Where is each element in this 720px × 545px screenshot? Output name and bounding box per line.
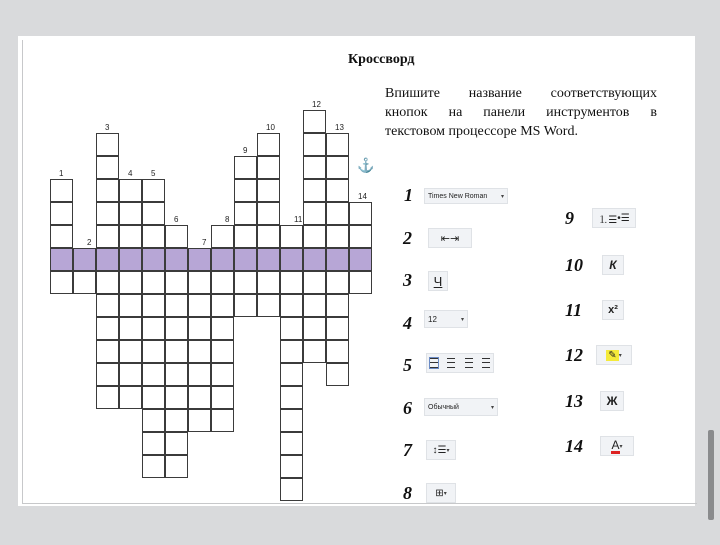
clue-number: 8 [225, 215, 230, 224]
numbered-list-icon: ⒈☰ [598, 214, 618, 226]
crossword-cell [165, 225, 188, 248]
clue-number: 5 [151, 169, 156, 178]
key-number-5: 5 [403, 355, 412, 375]
key-number-3: 3 [403, 270, 412, 290]
crossword-cell [211, 409, 234, 432]
crossword-cell [257, 225, 280, 248]
crossword-cell [50, 179, 73, 202]
crossword-cell [303, 133, 326, 156]
crossword-cell [280, 455, 303, 478]
crossword-cell [280, 409, 303, 432]
crossword-cell [142, 248, 165, 271]
crossword-cell [257, 179, 280, 202]
crossword-cell [119, 225, 142, 248]
crossword-cell [303, 110, 326, 133]
crossword-cell [142, 363, 165, 386]
bulleted-list-icon: •☰ [617, 212, 630, 224]
crossword-cell [280, 271, 303, 294]
crossword-cell [142, 455, 165, 478]
align-left-icon [430, 358, 438, 368]
crossword-cell [165, 455, 188, 478]
font-name-dropdown[interactable] [424, 188, 508, 204]
crossword-cell [188, 294, 211, 317]
crossword-cell [326, 225, 349, 248]
crossword-cell [96, 340, 119, 363]
crossword-cell [303, 271, 326, 294]
crossword-cell [142, 202, 165, 225]
instructions-line: текстовом процессоре MS Word. [385, 124, 578, 139]
crossword-cell [142, 317, 165, 340]
crossword-cell [188, 363, 211, 386]
crossword-cell [96, 179, 119, 202]
clue-number: 6 [174, 215, 179, 224]
crossword-cell [326, 202, 349, 225]
crossword-cell [142, 271, 165, 294]
style-dropdown[interactable] [424, 398, 498, 416]
font-name-value: Times New Roman [428, 192, 488, 200]
borders-button[interactable] [426, 483, 456, 503]
crossword-cell [211, 225, 234, 248]
crossword-cell [165, 294, 188, 317]
page-title: Кроссворд [348, 52, 415, 67]
key-number-10: 10 [565, 255, 583, 275]
crossword-cell [211, 248, 234, 271]
highlight-button[interactable] [596, 345, 632, 365]
key-number-11: 11 [565, 300, 583, 320]
crossword-cell [73, 271, 96, 294]
key-number-13: 13 [565, 391, 583, 411]
crossword-cell [234, 271, 257, 294]
crossword-cell [50, 202, 73, 225]
crossword-cell [280, 363, 303, 386]
crossword-cell [119, 271, 142, 294]
key-number-1: 1 [404, 185, 413, 205]
crossword-cell [119, 202, 142, 225]
crossword-cell [257, 248, 280, 271]
crossword-cell [349, 202, 372, 225]
crossword-cell [257, 156, 280, 179]
key-number-8: 8 [403, 483, 412, 503]
crossword-cell [326, 271, 349, 294]
crossword-cell [119, 386, 142, 409]
clue-number: 12 [312, 100, 321, 109]
key-number-4: 4 [403, 313, 412, 333]
font-color-button[interactable] [600, 436, 634, 456]
crossword-cell [303, 156, 326, 179]
crossword-cell [188, 248, 211, 271]
crossword-cell [188, 271, 211, 294]
crossword-cell [280, 294, 303, 317]
crossword-cell [234, 202, 257, 225]
crossword-cell [326, 133, 349, 156]
crossword-cell [119, 317, 142, 340]
increase-indent-icon: ⇥ [450, 232, 460, 245]
crossword-cell [142, 294, 165, 317]
bold-button[interactable]: Ж [600, 391, 624, 411]
crossword-cell [119, 340, 142, 363]
crossword-cell [280, 225, 303, 248]
crossword-cell [96, 386, 119, 409]
crossword-cell [326, 317, 349, 340]
font-color-icon: А [611, 437, 620, 452]
clue-number: 9 [243, 146, 248, 155]
crossword-cell [303, 248, 326, 271]
crossword-cell [303, 179, 326, 202]
crossword-cell [349, 248, 372, 271]
crossword-cell [326, 363, 349, 386]
crossword-cell [257, 133, 280, 156]
crossword-cell [50, 248, 73, 271]
crossword-cell [165, 271, 188, 294]
crossword-cell [303, 294, 326, 317]
crossword-cell [188, 386, 211, 409]
crossword-cell [50, 271, 73, 294]
crossword-cell [257, 294, 280, 317]
crossword-cell [142, 386, 165, 409]
crossword-cell [188, 340, 211, 363]
crossword-cell [234, 225, 257, 248]
chevron-down-icon: ▾ [490, 404, 494, 411]
alignment-buttons[interactable] [426, 353, 494, 373]
crossword-cell [234, 156, 257, 179]
crossword-cell [165, 363, 188, 386]
chevron-down-icon: ▾ [446, 447, 450, 454]
crossword-cell [211, 317, 234, 340]
chevron-down-icon: ▾ [619, 443, 623, 450]
crossword-cell [142, 340, 165, 363]
crossword-cell [280, 386, 303, 409]
key-number-12: 12 [565, 345, 583, 365]
crossword-cell [165, 248, 188, 271]
crossword-cell [280, 317, 303, 340]
key-number-2: 2 [403, 228, 412, 248]
crossword-cell [119, 179, 142, 202]
crossword-cell [211, 294, 234, 317]
crossword-cell [303, 225, 326, 248]
chevron-down-icon: ▾ [500, 193, 504, 200]
instructions-line: кнопок на панели инструментов в [385, 105, 657, 120]
crossword-cell [280, 340, 303, 363]
italic-button[interactable]: К [602, 255, 624, 275]
crossword-cell [211, 386, 234, 409]
crossword-cell [211, 271, 234, 294]
crossword-cell [188, 409, 211, 432]
crossword-cell [326, 340, 349, 363]
crossword-cell [142, 409, 165, 432]
clue-number: 14 [358, 192, 367, 201]
crossword-cell [119, 248, 142, 271]
crossword-cell [165, 317, 188, 340]
instructions-line: Впишите название соответствующих [385, 86, 657, 101]
crossword-cell [326, 294, 349, 317]
crossword-cell [211, 340, 234, 363]
crossword-cell [165, 340, 188, 363]
clue-number: 2 [87, 238, 92, 247]
crossword-cell [349, 271, 372, 294]
crossword-cell [96, 133, 119, 156]
crossword-cell [303, 202, 326, 225]
decrease-indent-icon: ⇤ [440, 232, 450, 245]
style-value: Обычный [428, 403, 459, 411]
crossword-cell [234, 248, 257, 271]
crossword-cell [280, 248, 303, 271]
crossword-cell [96, 271, 119, 294]
chevron-down-icon: ▾ [460, 316, 464, 323]
crossword-cell [96, 156, 119, 179]
crossword-cell [96, 363, 119, 386]
align-right-icon [465, 358, 473, 368]
underline-button[interactable]: Ч [428, 271, 448, 291]
clue-number: 4 [128, 169, 133, 178]
crossword-cell [165, 409, 188, 432]
crossword-cell [165, 386, 188, 409]
key-number-7: 7 [403, 440, 412, 460]
line-spacing-button[interactable] [426, 440, 456, 460]
clue-number: 1 [59, 169, 64, 178]
crossword-cell [326, 156, 349, 179]
crossword-cell [50, 225, 73, 248]
line-spacing-icon: ↕☰ [432, 444, 447, 456]
crossword-cell [257, 202, 280, 225]
key-number-14: 14 [565, 436, 583, 456]
clue-number: 10 [266, 123, 275, 132]
crossword-cell [119, 294, 142, 317]
chevron-down-icon: ▾ [618, 352, 622, 359]
anchor-icon: ⚓ [357, 159, 375, 174]
crossword-cell [142, 225, 165, 248]
crossword-cell [96, 248, 119, 271]
superscript-button[interactable]: x² [602, 300, 624, 320]
crossword-cell [303, 317, 326, 340]
clue-number: 11 [294, 215, 303, 224]
crossword-cell [234, 294, 257, 317]
align-justify-icon [482, 358, 490, 368]
crossword-cell [349, 225, 372, 248]
clue-number: 3 [105, 123, 110, 132]
font-size-value: 12 [428, 314, 437, 324]
crossword-cell [73, 248, 96, 271]
list-buttons[interactable] [592, 208, 636, 228]
crossword-cell [326, 179, 349, 202]
crossword-cell [188, 317, 211, 340]
crossword-cell [280, 478, 303, 501]
crossword-cell [142, 432, 165, 455]
key-number-9: 9 [565, 208, 574, 228]
highlighter-icon: ✎ [608, 349, 617, 361]
key-number-6: 6 [403, 398, 412, 418]
align-center-icon [447, 358, 455, 368]
crossword-cell [257, 271, 280, 294]
crossword-cell [234, 179, 257, 202]
chevron-down-icon: ▾ [443, 490, 447, 497]
indent-buttons[interactable] [428, 228, 472, 248]
crossword-cell [142, 179, 165, 202]
font-size-dropdown[interactable] [424, 310, 468, 328]
crossword-cell [96, 294, 119, 317]
crossword-cell [280, 432, 303, 455]
clue-number: 13 [335, 123, 344, 132]
crossword-cell [96, 317, 119, 340]
crossword-cell [119, 363, 142, 386]
clue-number: 7 [202, 238, 207, 247]
crossword-cell [96, 202, 119, 225]
crossword-cell [165, 432, 188, 455]
borders-icon: ⊞ [435, 487, 444, 499]
crossword-cell [211, 363, 234, 386]
crossword-cell [326, 248, 349, 271]
crossword-cell [96, 225, 119, 248]
crossword-cell [303, 340, 326, 363]
